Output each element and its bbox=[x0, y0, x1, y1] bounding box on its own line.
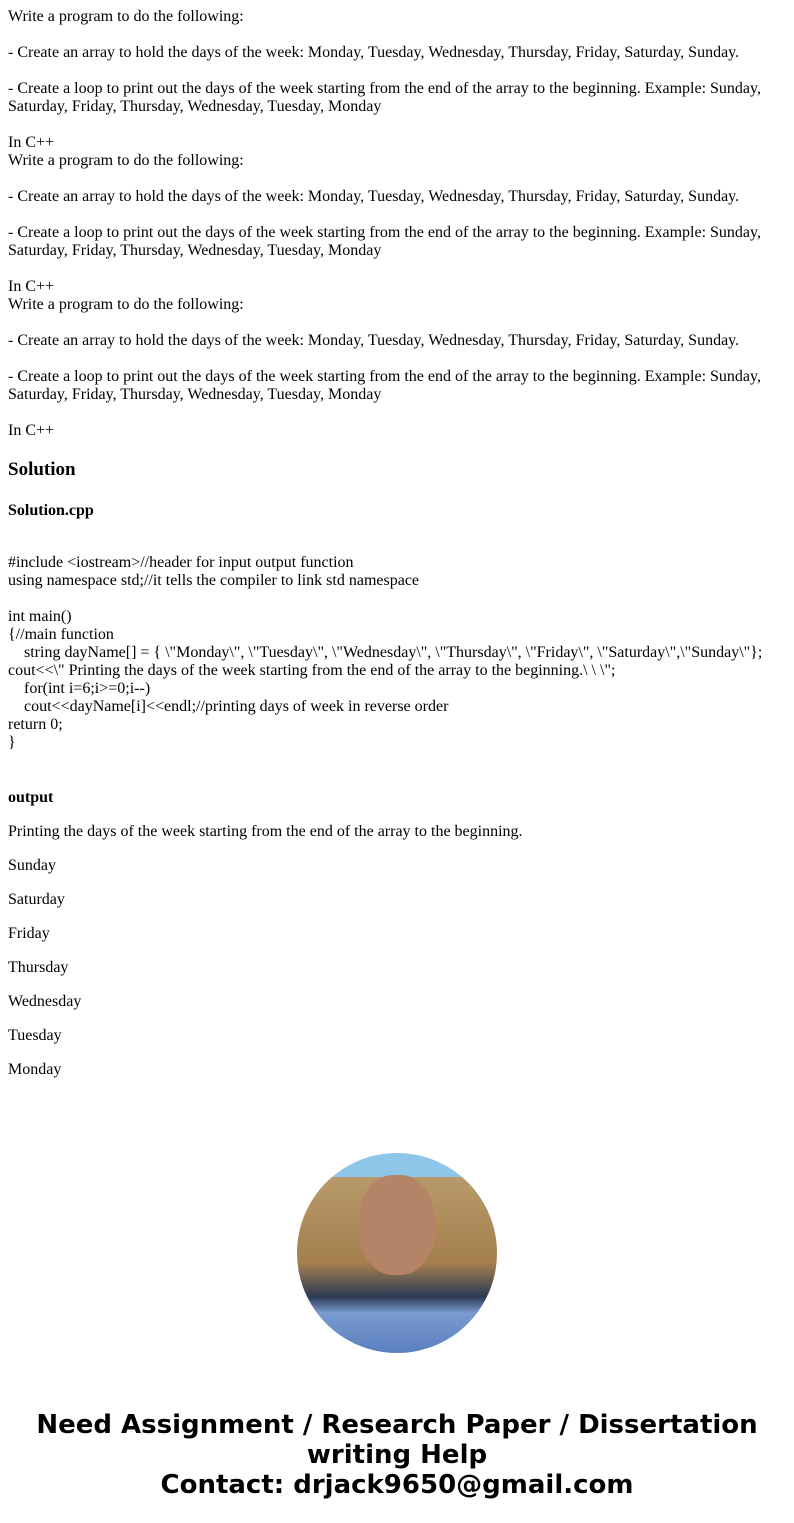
avatar-face bbox=[359, 1175, 435, 1275]
contact-banner bbox=[8, 1410, 786, 1500]
output-line: Tuesday bbox=[8, 1027, 62, 1044]
question-block: Write a program to do the following: - Create an array to hold the days of the week: Monday, Tuesday, Wednesday, Thursday, Friday, Saturday, Sunday. - Create a loop to print out the days of the week starting from the end of the array to the beginning. Example: Sunday, Saturday, Friday, Thursday, Wednesday, Tuesday, Monday In C++ bbox=[8, 296, 761, 439]
output-heading: output bbox=[8, 789, 54, 806]
solution-heading: Solution bbox=[8, 459, 76, 480]
output-line: Wednesday bbox=[8, 993, 82, 1010]
output-line: Friday bbox=[8, 925, 50, 942]
output-line: Printing the days of the week starting from the end of the array to the beginning. bbox=[8, 823, 523, 840]
output-line: Sunday bbox=[8, 857, 56, 874]
banner-contact: Contact: drjack9650@gmail.com bbox=[160, 1470, 634, 1500]
output-line: Thursday bbox=[8, 959, 69, 976]
code-block: #include <iostream>//header for input output function using namespace std;//it tells the compiler to link std namespace int main() {//main function string dayName[] = { \"Monday\", \"Tuesday\", \"Wednesday\", \"Thursday\", \"Friday\", \"Saturday\",\"Sunday\"}; cout<<\" Printing the days of the week starting from the end of the array to the beginning.\ \ \"; for(int i=6;i>=0;i--) cout<<dayName[i]<<endl;//printing days of week in reverse order return 0; } bbox=[8, 554, 763, 751]
question-block: Write a program to do the following: - Create an array to hold the days of the week: Monday, Tuesday, Wednesday, Thursday, Friday, Saturday, Sunday. - Create a loop to print out the days of the week starting from the end of the array to the beginning. Example: Sunday, Saturday, Friday, Thursday, Wednesday, Tuesday, Monday In C++ bbox=[8, 8, 761, 151]
avatar-container bbox=[8, 1153, 786, 1358]
file-heading: Solution.cpp bbox=[8, 502, 94, 519]
question-block: Write a program to do the following: - Create an array to hold the days of the week: Monday, Tuesday, Wednesday, Thursday, Friday, Saturday, Sunday. - Create a loop to print out the days of the week starting from the end of the array to the beginning. Example: Sunday, Saturday, Friday, Thursday, Wednesday, Tuesday, Monday In C++ bbox=[8, 152, 761, 295]
output-line: Monday bbox=[8, 1061, 62, 1078]
output-line: Saturday bbox=[8, 891, 65, 908]
banner-line: Need Assignment / Research Paper / Dissertation writing Help bbox=[36, 1410, 758, 1470]
avatar bbox=[297, 1153, 497, 1353]
